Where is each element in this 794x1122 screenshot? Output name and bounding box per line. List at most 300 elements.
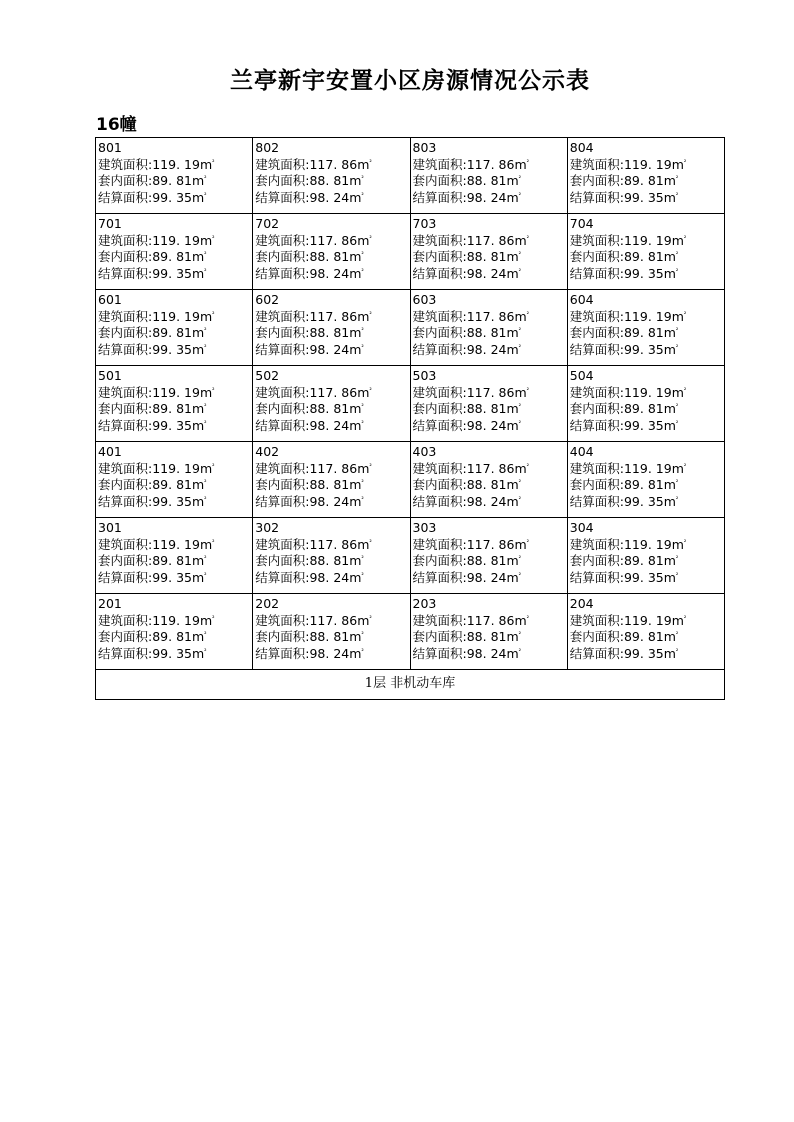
- unit-m: m: [506, 401, 519, 416]
- unit-squared: ²: [518, 343, 522, 351]
- settlement-area-value: 99. 35: [152, 493, 192, 509]
- settlement-area-label: 结算面积:: [255, 341, 310, 357]
- inner-area-value: 88. 81: [466, 553, 507, 568]
- unit-squared: ²: [212, 158, 215, 166]
- unit-squared: ²: [518, 174, 522, 182]
- inner-area-label: 套内面积:: [412, 401, 467, 416]
- inner-area-value: 89. 81: [623, 173, 664, 188]
- gross-area-value: 117. 86: [309, 156, 358, 172]
- unit-squared: ²: [683, 386, 687, 394]
- unit-cell: [253, 290, 410, 366]
- inner-area-label: 套内面积:: [412, 249, 467, 264]
- inner-area-value: 88. 81: [309, 477, 350, 492]
- inner-area-value: 89. 81: [623, 477, 664, 492]
- unit-cell: [567, 594, 724, 670]
- unit-squared: ²: [204, 250, 207, 258]
- gross-area-line: [255, 309, 407, 326]
- unit-m: m: [506, 189, 519, 205]
- inner-area-line: [255, 249, 407, 266]
- unit-number: 404: [569, 444, 594, 459]
- gross-area-line: [255, 537, 407, 554]
- inner-area-label: 套内面积:: [412, 477, 467, 492]
- settlement-area-label: 结算面积:: [255, 417, 310, 433]
- unit-m: m: [199, 612, 213, 628]
- unit-cell: [567, 442, 724, 518]
- gross-area-line: [98, 613, 250, 630]
- unit-number: 801: [98, 140, 122, 155]
- gross-area-line: [98, 157, 250, 174]
- unit-m: m: [199, 308, 213, 324]
- unit-squared: ²: [212, 310, 215, 318]
- settlement-area-value: 99. 35: [152, 341, 192, 357]
- unit-m: m: [191, 477, 205, 492]
- settlement-area-label: 结算面积:: [412, 645, 467, 661]
- settlement-area-label: 结算面积:: [412, 493, 467, 509]
- unit-m: m: [514, 612, 527, 628]
- settlement-area-line: [255, 418, 407, 435]
- settlement-area-value: 99. 35: [152, 645, 192, 661]
- unit-squared: ²: [369, 158, 372, 166]
- settlement-area-label: 结算面积:: [569, 645, 624, 661]
- settlement-area-line: [255, 266, 407, 283]
- unit-m: m: [191, 189, 205, 205]
- inner-area-line: [255, 629, 407, 646]
- unit-squared: ²: [518, 267, 522, 275]
- unit-squared: ²: [526, 614, 530, 622]
- unit-cell: [567, 214, 724, 290]
- unit-m: m: [191, 493, 205, 509]
- gross-area-label: 建筑面积:: [255, 308, 310, 324]
- settlement-area-line: [98, 266, 250, 283]
- inner-area-line: [413, 629, 565, 646]
- unit-m: m: [506, 325, 519, 340]
- unit-m: m: [199, 536, 213, 552]
- settlement-area-line: [570, 646, 722, 663]
- settlement-area-label: 结算面积:: [98, 493, 153, 509]
- unit-cell: [567, 518, 724, 594]
- unit-m: m: [349, 341, 362, 357]
- unit-m: m: [514, 156, 527, 172]
- unit-m: m: [199, 384, 213, 400]
- unit-m: m: [199, 232, 213, 248]
- gross-area-label: 建筑面积:: [98, 460, 153, 476]
- settlement-area-label: 结算面积:: [412, 189, 467, 205]
- unit-squared: ²: [518, 495, 522, 503]
- unit-squared: ²: [204, 267, 207, 275]
- gross-area-value: 119. 19: [152, 536, 200, 552]
- settlement-area-line: [255, 570, 407, 587]
- settlement-area-label: 结算面积:: [569, 189, 624, 205]
- settlement-area-line: [255, 190, 407, 207]
- gross-area-label: 建筑面积:: [412, 612, 467, 628]
- unit-m: m: [191, 569, 205, 585]
- gross-area-value: 119. 19: [623, 232, 672, 248]
- gross-area-value: 117. 86: [466, 460, 515, 476]
- gross-area-value: 119. 19: [152, 308, 200, 324]
- gross-area-value: 117. 86: [466, 232, 515, 248]
- unit-squared: ²: [369, 538, 372, 546]
- unit-cell: [96, 366, 253, 442]
- inner-area-line: [255, 477, 407, 494]
- unit-cell: [410, 366, 567, 442]
- unit-squared: ²: [204, 571, 207, 579]
- unit-m: m: [506, 477, 519, 492]
- unit-m: m: [191, 249, 205, 264]
- settlement-area-line: [570, 190, 722, 207]
- settlement-area-line: [255, 342, 407, 359]
- unit-squared: ²: [683, 614, 687, 622]
- unit-cell: [253, 138, 410, 214]
- inner-area-label: 套内面积:: [569, 325, 624, 340]
- settlement-area-label: 结算面积:: [98, 341, 153, 357]
- unit-m: m: [506, 265, 519, 281]
- unit-cell: [253, 518, 410, 594]
- settlement-area-label: 结算面积:: [98, 645, 153, 661]
- gross-area-label: 建筑面积:: [412, 156, 467, 172]
- gross-area-label: 建筑面积:: [98, 384, 153, 400]
- unit-squared: ²: [526, 158, 530, 166]
- inner-area-label: 套内面积:: [98, 325, 153, 340]
- unit-cell: [96, 138, 253, 214]
- unit-m: m: [506, 629, 519, 644]
- unit-squared: ²: [361, 647, 364, 655]
- inner-area-value: 88. 81: [309, 173, 350, 188]
- unit-squared: ²: [518, 554, 522, 562]
- settlement-area-label: 结算面积:: [98, 265, 153, 281]
- inner-area-line: [570, 173, 722, 190]
- inner-area-label: 套内面积:: [569, 629, 624, 644]
- inner-area-value: 89. 81: [152, 325, 192, 340]
- gross-area-label: 建筑面积:: [569, 156, 624, 172]
- unit-squared: ²: [204, 630, 207, 638]
- unit-m: m: [357, 460, 370, 476]
- unit-squared: ²: [361, 571, 364, 579]
- settlement-area-value: 98. 24: [466, 417, 507, 433]
- gross-area-value: 119. 19: [152, 156, 200, 172]
- unit-squared: ²: [204, 343, 207, 351]
- unit-squared: ²: [369, 234, 372, 242]
- inner-area-line: [98, 553, 250, 570]
- unit-m: m: [506, 553, 519, 568]
- table-row: [96, 138, 725, 214]
- unit-m: m: [349, 569, 362, 585]
- unit-squared: ²: [204, 402, 207, 410]
- unit-squared: ²: [361, 343, 364, 351]
- unit-m: m: [357, 536, 370, 552]
- unit-m: m: [191, 553, 205, 568]
- settlement-area-label: 结算面积:: [255, 493, 310, 509]
- unit-number: 501: [98, 368, 122, 383]
- settlement-area-line: [570, 494, 722, 511]
- table-row: [96, 442, 725, 518]
- inner-area-value: 89. 81: [623, 401, 664, 416]
- settlement-area-value: 99. 35: [623, 645, 664, 661]
- gross-area-line: [570, 461, 722, 478]
- settlement-area-line: [413, 190, 565, 207]
- gross-area-line: [98, 309, 250, 326]
- settlement-area-line: [570, 570, 722, 587]
- inner-area-line: [255, 553, 407, 570]
- gross-area-line: [255, 157, 407, 174]
- unit-cell: [410, 138, 567, 214]
- unit-squared: ²: [683, 310, 687, 318]
- settlement-area-line: [98, 418, 250, 435]
- inner-area-label: 套内面积:: [255, 553, 310, 568]
- unit-squared: ²: [675, 191, 679, 199]
- settlement-area-value: 98. 24: [466, 493, 507, 509]
- settlement-area-value: 98. 24: [309, 189, 350, 205]
- unit-cell: [410, 594, 567, 670]
- unit-squared: ²: [518, 402, 522, 410]
- unit-number: 203: [412, 596, 437, 611]
- unit-m: m: [671, 384, 684, 400]
- inner-area-line: [255, 173, 407, 190]
- gross-area-label: 建筑面积:: [412, 536, 467, 552]
- inner-area-value: 88. 81: [466, 173, 507, 188]
- unit-squared: ²: [675, 402, 679, 410]
- unit-m: m: [514, 384, 527, 400]
- gross-area-value: 119. 19: [152, 384, 200, 400]
- unit-squared: ²: [518, 647, 522, 655]
- unit-squared: ²: [526, 462, 530, 470]
- gross-area-line: [98, 233, 250, 250]
- gross-area-line: [255, 613, 407, 630]
- inner-area-label: 套内面积:: [569, 401, 624, 416]
- gross-area-value: 119. 19: [623, 156, 672, 172]
- settlement-area-line: [570, 418, 722, 435]
- gross-area-line: [98, 461, 250, 478]
- gross-area-value: 119. 19: [152, 612, 200, 628]
- unit-table: [95, 137, 725, 700]
- unit-m: m: [514, 232, 527, 248]
- gross-area-line: [413, 157, 565, 174]
- unit-m: m: [349, 493, 362, 509]
- table-row: [96, 594, 725, 670]
- unit-squared: ²: [212, 234, 215, 242]
- unit-cell: [96, 442, 253, 518]
- unit-m: m: [663, 477, 676, 492]
- unit-m: m: [191, 265, 205, 281]
- inner-area-line: [570, 325, 722, 342]
- gross-area-value: 117. 86: [309, 232, 358, 248]
- unit-m: m: [671, 308, 684, 324]
- gross-area-line: [570, 537, 722, 554]
- unit-m: m: [663, 325, 676, 340]
- unit-m: m: [357, 156, 370, 172]
- unit-m: m: [671, 460, 684, 476]
- inner-area-label: 套内面积:: [569, 173, 624, 188]
- unit-squared: ²: [204, 326, 207, 334]
- unit-m: m: [506, 417, 519, 433]
- gross-area-line: [98, 537, 250, 554]
- unit-squared: ²: [518, 478, 522, 486]
- unit-m: m: [506, 249, 519, 264]
- unit-m: m: [663, 401, 676, 416]
- unit-squared: ²: [675, 250, 679, 258]
- unit-number: 703: [412, 216, 437, 231]
- unit-squared: ²: [526, 234, 530, 242]
- settlement-area-value: 98. 24: [309, 417, 350, 433]
- inner-area-value: 88. 81: [466, 249, 507, 264]
- unit-number: 602: [255, 292, 280, 307]
- settlement-area-value: 99. 35: [152, 189, 192, 205]
- inner-area-line: [570, 553, 722, 570]
- unit-m: m: [506, 645, 519, 661]
- unit-number: 701: [98, 216, 122, 231]
- inner-area-value: 88. 81: [309, 401, 350, 416]
- unit-m: m: [357, 232, 370, 248]
- unit-squared: ²: [683, 234, 687, 242]
- inner-area-line: [98, 629, 250, 646]
- unit-number: 804: [569, 140, 594, 155]
- unit-m: m: [349, 645, 362, 661]
- inner-area-value: 88. 81: [309, 249, 350, 264]
- unit-number: 702: [255, 216, 280, 231]
- building-label: 16幢: [96, 115, 137, 135]
- gross-area-line: [255, 233, 407, 250]
- unit-cell: [96, 518, 253, 594]
- unit-squared: ²: [675, 174, 679, 182]
- settlement-area-line: [98, 646, 250, 663]
- gross-area-label: 建筑面积:: [412, 384, 467, 400]
- gross-area-line: [413, 537, 565, 554]
- unit-number: 201: [98, 596, 122, 611]
- gross-area-value: 119. 19: [152, 460, 200, 476]
- unit-squared: ²: [212, 538, 215, 546]
- inner-area-label: 套内面积:: [255, 249, 310, 264]
- unit-m: m: [191, 401, 205, 416]
- gross-area-line: [413, 613, 565, 630]
- unit-squared: ²: [361, 267, 364, 275]
- unit-squared: ²: [675, 571, 679, 579]
- unit-m: m: [191, 645, 205, 661]
- gross-area-label: 建筑面积:: [569, 536, 624, 552]
- settlement-area-line: [98, 190, 250, 207]
- settlement-area-label: 结算面积:: [569, 265, 624, 281]
- unit-m: m: [663, 341, 676, 357]
- table-row: [96, 366, 725, 442]
- unit-m: m: [191, 325, 205, 340]
- unit-cell: [410, 290, 567, 366]
- unit-squared: ²: [361, 250, 364, 258]
- settlement-area-label: 结算面积:: [412, 417, 467, 433]
- settlement-area-value: 98. 24: [466, 341, 507, 357]
- unit-squared: ²: [526, 538, 530, 546]
- unit-number: 704: [569, 216, 594, 231]
- inner-area-value: 89. 81: [152, 553, 192, 568]
- settlement-area-line: [570, 342, 722, 359]
- unit-m: m: [663, 173, 676, 188]
- settlement-area-value: 98. 24: [466, 569, 507, 585]
- inner-area-line: [570, 401, 722, 418]
- unit-m: m: [349, 265, 362, 281]
- inner-area-line: [255, 325, 407, 342]
- gross-area-label: 建筑面积:: [569, 308, 624, 324]
- unit-number: 603: [412, 292, 437, 307]
- unit-number: 304: [569, 520, 594, 535]
- settlement-area-label: 结算面积:: [98, 189, 153, 205]
- inner-area-label: 套内面积:: [98, 553, 153, 568]
- settlement-area-label: 结算面积:: [412, 569, 467, 585]
- unit-cell: [96, 594, 253, 670]
- inner-area-label: 套内面积:: [412, 553, 467, 568]
- unit-m: m: [199, 156, 213, 172]
- gross-area-value: 117. 86: [309, 612, 358, 628]
- settlement-area-value: 99. 35: [623, 417, 664, 433]
- settlement-area-line: [413, 266, 565, 283]
- inner-area-value: 88. 81: [466, 629, 507, 644]
- gross-area-value: 117. 86: [466, 536, 515, 552]
- unit-m: m: [506, 341, 519, 357]
- unit-squared: ²: [212, 614, 215, 622]
- gross-area-value: 119. 19: [623, 536, 672, 552]
- gross-area-label: 建筑面积:: [255, 536, 310, 552]
- gross-area-label: 建筑面积:: [569, 460, 624, 476]
- gross-area-line: [98, 385, 250, 402]
- unit-m: m: [663, 265, 676, 281]
- inner-area-label: 套内面积:: [255, 325, 310, 340]
- unit-m: m: [671, 612, 684, 628]
- gross-area-label: 建筑面积:: [98, 232, 153, 248]
- settlement-area-label: 结算面积:: [569, 341, 624, 357]
- unit-m: m: [514, 460, 527, 476]
- settlement-area-line: [98, 342, 250, 359]
- unit-squared: ²: [361, 402, 364, 410]
- unit-squared: ²: [675, 419, 679, 427]
- settlement-area-value: 98. 24: [309, 645, 350, 661]
- unit-squared: ²: [361, 630, 364, 638]
- inner-area-value: 89. 81: [152, 477, 192, 492]
- unit-number: 403: [412, 444, 437, 459]
- settlement-area-value: 99. 35: [152, 265, 192, 281]
- gross-area-value: 119. 19: [623, 384, 672, 400]
- unit-squared: ²: [675, 478, 679, 486]
- unit-cell: [410, 518, 567, 594]
- gross-area-label: 建筑面积:: [255, 156, 310, 172]
- unit-squared: ²: [361, 495, 364, 503]
- settlement-area-label: 结算面积:: [255, 265, 310, 281]
- gross-area-label: 建筑面积:: [255, 460, 310, 476]
- settlement-area-value: 98. 24: [309, 341, 350, 357]
- unit-number: 302: [255, 520, 280, 535]
- unit-squared: ²: [361, 554, 364, 562]
- unit-squared: ²: [204, 419, 207, 427]
- unit-m: m: [663, 189, 676, 205]
- unit-number: 604: [569, 292, 594, 307]
- unit-cell: [253, 442, 410, 518]
- settlement-area-value: 99. 35: [152, 417, 192, 433]
- inner-area-value: 88. 81: [309, 553, 350, 568]
- unit-number: 401: [98, 444, 122, 459]
- inner-area-value: 88. 81: [309, 629, 350, 644]
- settlement-area-value: 99. 35: [623, 189, 664, 205]
- settlement-area-label: 结算面积:: [569, 493, 624, 509]
- unit-m: m: [514, 536, 527, 552]
- unit-number: 503: [412, 368, 437, 383]
- unit-squared: ²: [518, 326, 522, 334]
- inner-area-line: [98, 325, 250, 342]
- inner-area-line: [413, 173, 565, 190]
- unit-m: m: [357, 612, 370, 628]
- unit-m: m: [663, 553, 676, 568]
- settlement-area-label: 结算面积:: [569, 417, 624, 433]
- inner-area-line: [255, 401, 407, 418]
- gross-area-label: 建筑面积:: [569, 232, 624, 248]
- inner-area-value: 88. 81: [309, 325, 350, 340]
- inner-area-value: 89. 81: [152, 629, 192, 644]
- unit-cell: [410, 214, 567, 290]
- unit-m: m: [349, 325, 362, 340]
